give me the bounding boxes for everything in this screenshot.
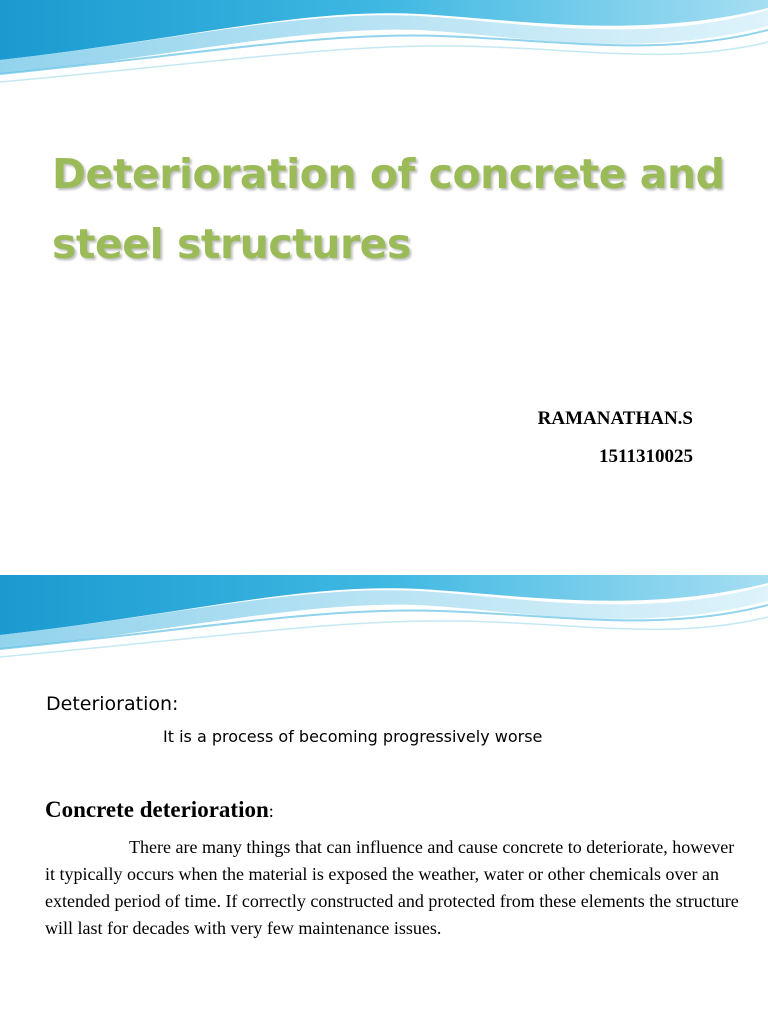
header-wave-decoration <box>0 575 768 665</box>
definition-heading-colon: : <box>172 693 179 715</box>
definition-heading-text: Deterioration <box>46 693 173 715</box>
author-block <box>538 400 693 476</box>
section-heading-text: Concrete deterioration <box>45 797 269 822</box>
section-heading-colon: : <box>268 801 274 821</box>
section-heading <box>45 797 274 823</box>
slide-gap <box>0 568 768 575</box>
author-id: 1511310025 <box>599 446 693 467</box>
header-wave-decoration <box>0 0 768 90</box>
definition-text: It is a process of becoming progressively worse <box>163 727 543 746</box>
definition-heading <box>46 693 178 715</box>
content-slide <box>0 575 768 1024</box>
slide-title: Deterioration of concrete and steel structures <box>52 150 725 268</box>
author-name: RAMANATHAN.S <box>537 408 693 429</box>
section-body: There are many things that can influence and cause concrete to deteriorate, however it typically occurs when the material is exposed the weather, water or other chemicals over an extended period of time. If correctly constructed and protected from these elements the structure will last for decades with very few maintenance issues. <box>45 837 739 938</box>
